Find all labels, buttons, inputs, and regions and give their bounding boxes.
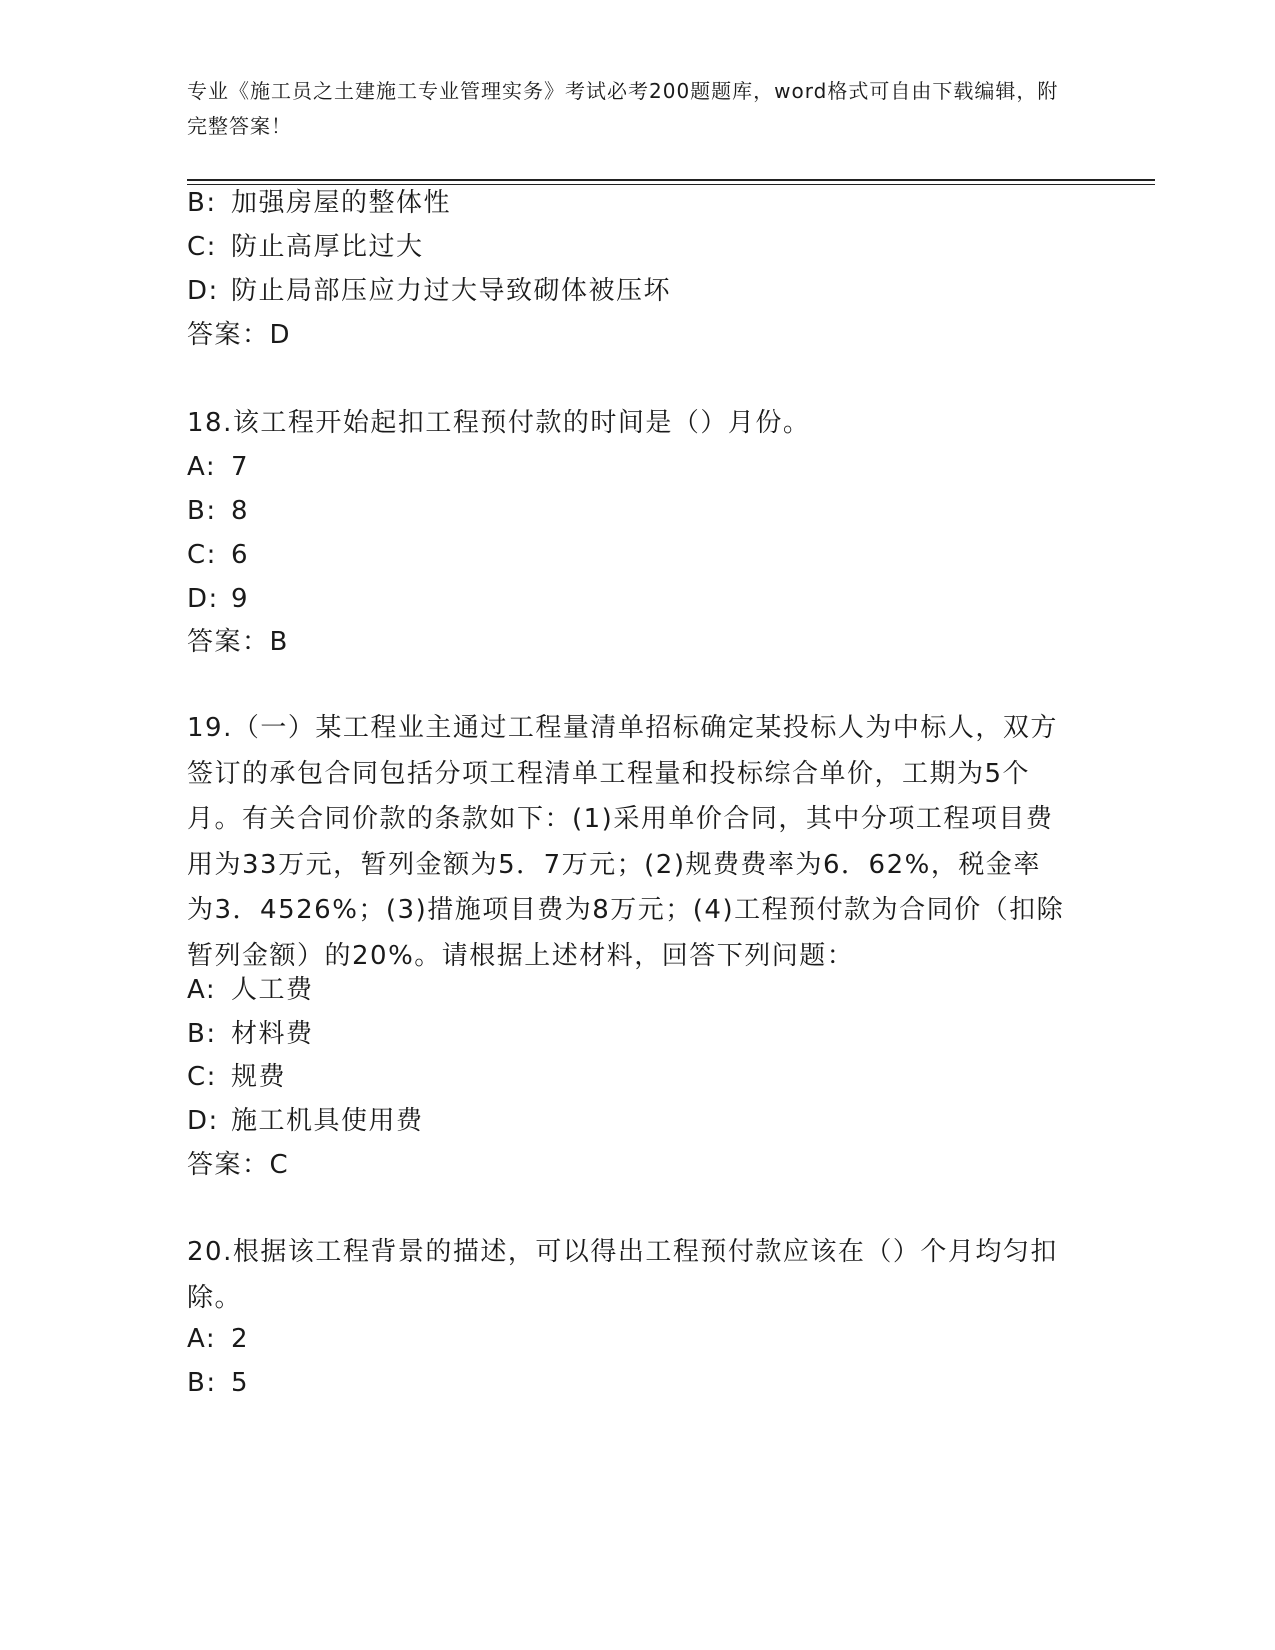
document-header: 专业《施工员之土建施工专业管理实务》考试必考200题题库，word格式可自由下载编辑，附完整答案！ [187, 79, 1059, 138]
option-a [187, 975, 314, 1005]
option-text: 防止局部压应力过大导致砌体被压坏 [231, 276, 672, 306]
option-label: D: [187, 276, 219, 306]
option-text: 5 [231, 1368, 250, 1398]
option-label: C: [187, 232, 217, 262]
option-label: B: [187, 188, 217, 218]
option-text: 材料费 [231, 1019, 314, 1049]
question-20: 20.根据该工程背景的描述，可以得出工程预付款应该在（）个月均匀扣除。 [187, 1237, 1058, 1313]
option-label: A: [187, 975, 217, 1005]
option-label: C: [187, 540, 217, 570]
option-text: 防止高厚比过大 [231, 232, 424, 262]
option-d [187, 1106, 424, 1136]
answer-q17: 答案：D [187, 320, 292, 350]
header-divider-thin [187, 184, 1155, 185]
option-label: D: [187, 1106, 219, 1136]
option-label: A: [187, 1324, 217, 1354]
option-label: A: [187, 452, 217, 482]
option-c [187, 540, 249, 570]
answer-q19: 答案：C [187, 1150, 290, 1180]
option-b [187, 1019, 314, 1049]
option-label: C: [187, 1062, 217, 1092]
question-18: 18.该工程开始起扣工程预付款的时间是（）月份。 [187, 408, 811, 438]
option-b [187, 496, 249, 526]
option-b [187, 188, 451, 218]
option-text: 7 [231, 452, 250, 482]
option-a [187, 452, 249, 482]
answer-q18: 答案：B [187, 627, 289, 657]
option-text: 9 [231, 584, 250, 614]
question-19: 19.（一）某工程业主通过工程量清单招标确定某投标人为中标人，双方签订的承包合同包括分项工程清单工程量和投标综合单价，工期为5个月。有关合同价款的条款如下：(1)采用单价合同，其中分项工程项目费用为33万元，暂列金额为5．7万元；(2)规费费率为6．62%，税金率为3．4526%；(3)措施项目费为8万元；(4)工程预付款为合同价（扣除暂列金额）的20%。请根据上述材料，回答下列问题： [187, 713, 1065, 971]
option-label: D: [187, 584, 219, 614]
option-text: 施工机具使用费 [231, 1106, 424, 1136]
option-text: 加强房屋的整体性 [231, 188, 452, 218]
option-text: 规费 [231, 1062, 287, 1092]
option-text: 6 [231, 540, 250, 570]
option-text: 2 [231, 1324, 250, 1354]
option-b [187, 1368, 249, 1398]
option-text: 人工费 [231, 975, 314, 1005]
header-divider-thick [187, 179, 1155, 181]
option-d [187, 276, 671, 306]
option-text: 8 [231, 496, 250, 526]
option-d [187, 584, 249, 614]
option-label: B: [187, 496, 217, 526]
option-c [187, 232, 424, 262]
option-label: B: [187, 1368, 217, 1398]
option-a [187, 1324, 249, 1354]
option-label: B: [187, 1019, 217, 1049]
option-c [187, 1062, 286, 1092]
